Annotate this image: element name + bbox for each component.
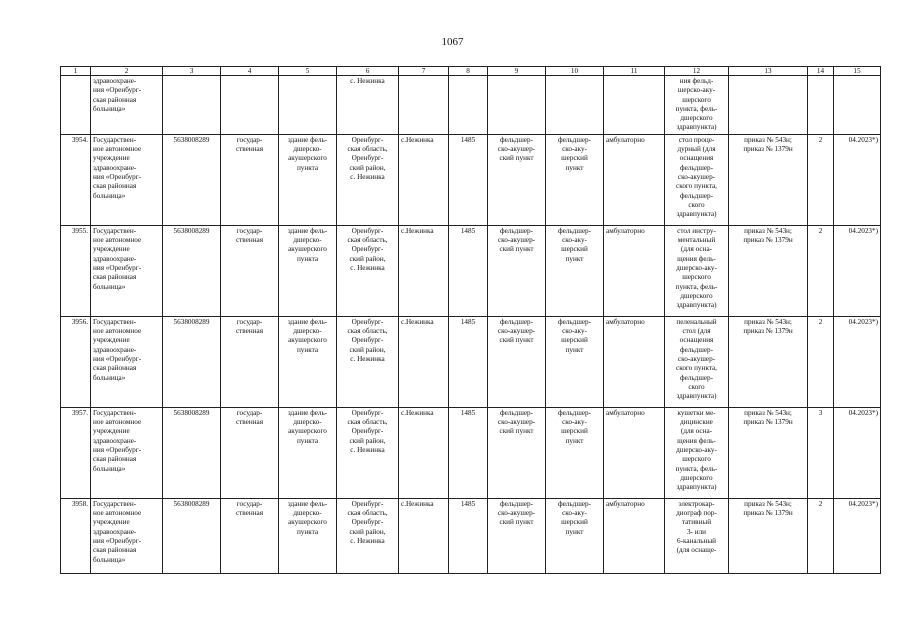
cell-population: 1485 <box>449 316 488 407</box>
cell-date: 04.2023*) <box>834 225 881 316</box>
cell-building: здание фель- дшерско- акушерского пункта <box>279 134 337 225</box>
column-header: 13 <box>729 67 808 76</box>
cell-building: здание фель- дшерско- акушерского пункта <box>279 225 337 316</box>
cell-row-number: 3954. <box>61 134 91 225</box>
cell-care-mode: амбулаторно <box>604 407 665 498</box>
cell-equipment: стол инстру- ментальный (для осна- щения фель- дшерско-аку- шерского пункта, фель- дшерского здравпункта) <box>665 225 729 316</box>
cell-inn: 5638008289 <box>163 498 221 573</box>
cell-unit: фельдшер- ско-аку- шерский пункт <box>546 225 604 316</box>
cell-row-number: 3958. <box>61 498 91 573</box>
cell-row-number: 3956. <box>61 316 91 407</box>
cell-unit: фельдшер- ско-аку- шерский пункт <box>546 498 604 573</box>
cell-equipment: пеленальный стол (для оснащения фельдшер- ско-акушер- ского пункта, фельдшер- ского здравпункта) <box>665 316 729 407</box>
column-header: 12 <box>665 67 729 76</box>
cell-date: 04.2023*) <box>834 316 881 407</box>
cell-ownership: государ- ственная <box>221 134 279 225</box>
register-table <box>60 66 881 574</box>
cell-date: 04.2023*) <box>834 407 881 498</box>
cell-organization: Государствен- ное автономное учреждение здравоохране- ния «Оренбург- ская районная больница» <box>91 225 163 316</box>
cell-care-mode: амбулаторно <box>604 225 665 316</box>
cell-building: здание фель- дшерско- акушерского пункта <box>279 407 337 498</box>
cell-facility-type: фельдшер- ско-акушер- ский пункт <box>488 316 546 407</box>
cell-population: 1485 <box>449 498 488 573</box>
cell-address: Оренбург- ская область, Оренбург- ский район, с. Нежинка <box>337 498 399 573</box>
cell-locality: с.Нежинка <box>399 225 449 316</box>
cell-facility-type: фельдшер- ско-акушер- ский пункт <box>488 498 546 573</box>
cell-locality: с.Нежинка <box>399 407 449 498</box>
cell-quantity: 2 <box>808 498 834 573</box>
column-header: 14 <box>808 67 834 76</box>
cell-ownership: государ- ственная <box>221 498 279 573</box>
column-header: 6 <box>337 67 399 76</box>
table-row <box>61 316 881 407</box>
table-row <box>61 134 881 225</box>
cell-care-mode: амбулаторно <box>604 316 665 407</box>
cell-orders: приказ № 543н; приказ № 1379н <box>729 498 808 573</box>
cell-inn: 5638008289 <box>163 134 221 225</box>
cell-address: Оренбург- ская область, Оренбург- ский район, с. Нежинка <box>337 407 399 498</box>
cell-locality: с.Нежинка <box>399 498 449 573</box>
cell-equipment: кушетки ме- дицинские (для осна- щения фель- дшерско-аку- шерского пункта, фель- дшерского здравпункта) <box>665 407 729 498</box>
cell-date: 04.2023*) <box>834 134 881 225</box>
column-header: 1 <box>61 67 91 76</box>
cell-facility-type: фельдшер- ско-акушер- ский пункт <box>488 134 546 225</box>
cell-care-mode: амбулаторно <box>604 134 665 225</box>
column-header: 3 <box>163 67 221 76</box>
column-header: 9 <box>488 67 546 76</box>
table-row <box>61 498 881 573</box>
cell-unit: фельдшер- ско-аку- шерский пункт <box>546 407 604 498</box>
cell-locality: с.Нежинка <box>399 316 449 407</box>
cell-building: здание фель- дшерско- акушерского пункта <box>279 498 337 573</box>
cell-organization: Государствен- ное автономное учреждение здравоохране- ния «Оренбург- ская районная больница» <box>91 498 163 573</box>
cell-row-number: 3955. <box>61 225 91 316</box>
cell-orders: приказ № 543н; приказ № 1379н <box>729 316 808 407</box>
cell-date: 04.2023*) <box>834 498 881 573</box>
cell-equipment: электрокар- диограф пор- тативный 3- или 6-канальный (для оснаще- <box>665 498 729 573</box>
cell-building: здание фель- дшерско- акушерского пункта <box>279 316 337 407</box>
column-header: 15 <box>834 67 881 76</box>
cell-address: Оренбург- ская область, Оренбург- ский район, с. Нежинка <box>337 316 399 407</box>
cell-address: с. Нежинка <box>337 76 399 135</box>
cell-address: Оренбург- ская область, Оренбург- ский район, с. Нежинка <box>337 225 399 316</box>
header-row <box>61 67 881 76</box>
cell-unit: фельдшер- ско-аку- шерский пункт <box>546 134 604 225</box>
column-header: 8 <box>449 67 488 76</box>
cell-orders: приказ № 543н; приказ № 1379н <box>729 407 808 498</box>
page-number: 1067 <box>441 36 464 48</box>
cell-population: 1485 <box>449 225 488 316</box>
cell-quantity: 2 <box>808 225 834 316</box>
column-header: 2 <box>91 67 163 76</box>
column-header: 10 <box>546 67 604 76</box>
table-row <box>61 225 881 316</box>
column-header: 4 <box>221 67 279 76</box>
cell-quantity: 2 <box>808 134 834 225</box>
cell-population: 1485 <box>449 134 488 225</box>
cell-inn: 5638008289 <box>163 316 221 407</box>
cell-ownership: государ- ственная <box>221 316 279 407</box>
cell-quantity: 2 <box>808 316 834 407</box>
cell-equipment: ния фельд- шерско-аку- шерского пункта, фель- дшерского здравпункта) <box>665 76 729 135</box>
cell-facility-type: фельдшер- ско-акушер- ский пункт <box>488 225 546 316</box>
column-header: 5 <box>279 67 337 76</box>
cell-orders: приказ № 543н; приказ № 1379н <box>729 225 808 316</box>
cell-equipment: стол проце- дурный (для оснащения фельдшер- ско-акушер- ского пункта, фельдшер- ского здравпункта) <box>665 134 729 225</box>
cell-organization: Государствен- ное автономное учреждение здравоохране- ния «Оренбург- ская районная больница» <box>91 316 163 407</box>
cell-ownership: государ- ственная <box>221 407 279 498</box>
cell-population: 1485 <box>449 407 488 498</box>
column-header: 11 <box>604 67 665 76</box>
cell-facility-type: фельдшер- ско-акушер- ский пункт <box>488 407 546 498</box>
cell-care-mode: амбулаторно <box>604 498 665 573</box>
cell-inn: 5638008289 <box>163 407 221 498</box>
cell-inn: 5638008289 <box>163 225 221 316</box>
continuation-row <box>61 76 881 135</box>
cell-unit: фельдшер- ско-аку- шерский пункт <box>546 316 604 407</box>
cell-row-number: 3957. <box>61 407 91 498</box>
cell-ownership: государ- ственная <box>221 225 279 316</box>
cell-organization: Государствен- ное автономное учреждение здравоохране- ния «Оренбург- ская районная больница» <box>91 407 163 498</box>
cell-organization: Государствен- ное автономное учреждение здравоохране- ния «Оренбург- ская районная больница» <box>91 134 163 225</box>
table-row <box>61 407 881 498</box>
cell-organization: здравоохране- ния «Оренбург- ская районная больница» <box>91 76 163 135</box>
column-header: 7 <box>399 67 449 76</box>
cell-quantity: 3 <box>808 407 834 498</box>
cell-address: Оренбург- ская область, Оренбург- ский район, с. Нежинка <box>337 134 399 225</box>
cell-orders: приказ № 543н; приказ № 1379н <box>729 134 808 225</box>
cell-locality: с.Нежинка <box>399 134 449 225</box>
